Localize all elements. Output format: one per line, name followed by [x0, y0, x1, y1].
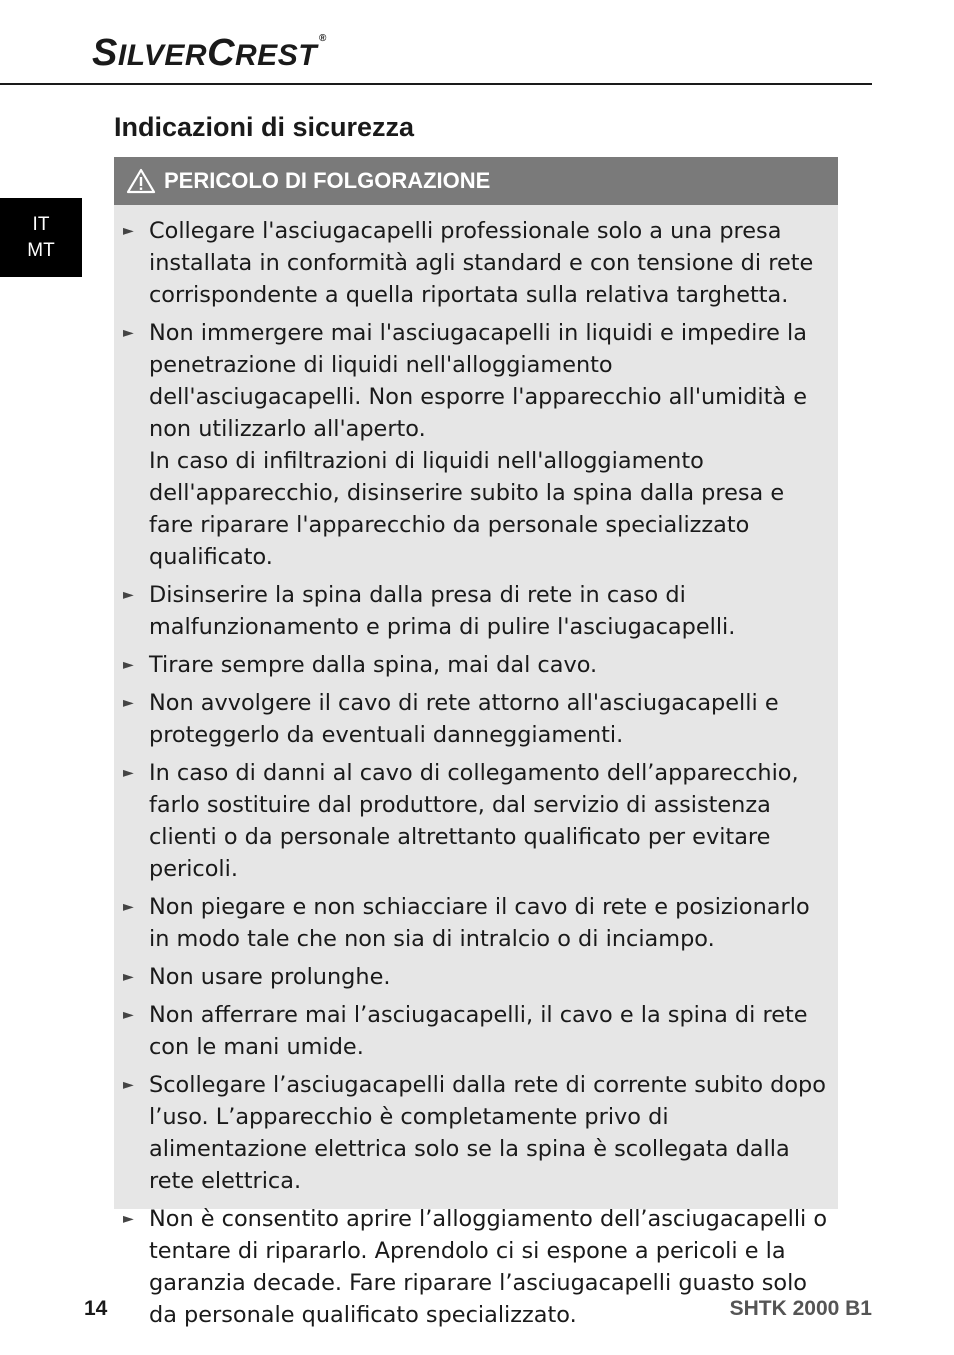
bullet-arrow-icon: ► — [123, 899, 134, 915]
bullet-arrow-icon: ► — [123, 587, 134, 603]
bullet-arrow-icon: ► — [123, 765, 134, 781]
list-item-text: Tirare sempre dalla spina, mai dal cavo. — [149, 652, 598, 678]
language-code-mt: MT — [27, 239, 55, 261]
bullet-arrow-icon: ► — [123, 1211, 134, 1227]
list-item — [114, 961, 830, 993]
list-item — [114, 1203, 830, 1331]
bullet-arrow-icon: ► — [123, 1007, 134, 1023]
bullet-arrow-icon: ► — [123, 657, 134, 673]
list-item-text: Non piegare e non schiacciare il cavo di rete e posizionarlo in modo tale che non sia di intralcio o di inciampo. — [149, 894, 810, 952]
bullet-arrow-icon: ► — [123, 325, 134, 341]
list-item-text: Non afferrare mai l’asciugacapelli, il cavo e la spina di rete con le mani umide. — [149, 1002, 808, 1060]
list-item-text: Scollegare l’asciugacapelli dalla rete di corrente subito dopo l’uso. L’apparecchio è completamente privo di alimentazione elettrica solo se la spina è scollegata dalla rete elettrica. — [149, 1072, 826, 1194]
list-item-text: Non usare prolunghe. — [149, 964, 391, 990]
list-item-text: Disinserire la spina dalla presa di rete in caso di malfunzionamento e prima di pulire l'asciugacapelli. — [149, 582, 736, 640]
bullet-arrow-icon: ► — [123, 223, 134, 239]
language-code-it: IT — [32, 213, 50, 235]
warning-title: PERICOLO DI FOLGORAZIONE — [164, 168, 491, 193]
section-title: Indicazioni di sicurezza — [114, 112, 415, 142]
list-item-text: Collegare l'asciugacapelli professionale solo a una presa installata in conformità agli standard e con tensione di rete corrispondente a quella riportata sulla relativa targhetta. — [149, 218, 814, 308]
model-number: SHTK 2000 B1 — [729, 1297, 872, 1320]
language-tab — [0, 198, 82, 277]
list-item — [114, 317, 830, 573]
list-item-text: Non avvolgere il cavo di rete attorno all'asciugacapelli e proteggerlo da eventuali danneggiamenti. — [149, 690, 779, 748]
list-item — [114, 215, 830, 311]
warning-triangle-icon — [126, 168, 156, 194]
list-item-text: Non immergere mai l'asciugacapelli in liquidi e impedire la penetrazione di liquidi nell'alloggiamento dell'asciugacapelli. Non esporre l'apparecchio all'umidità e non utilizzarlo all'aperto. — [149, 320, 808, 442]
list-item — [114, 1069, 830, 1197]
list-item — [114, 579, 830, 643]
warning-header — [114, 157, 838, 205]
list-item-text: In caso di danni al cavo di collegamento dell’apparecchio, farlo sostituire dal produttore, dal servizio di assistenza clienti o da personale altrettanto qualificato per evitare pericoli. — [149, 760, 799, 882]
list-item — [114, 687, 830, 751]
list-item — [114, 999, 830, 1063]
bullet-arrow-icon: ► — [123, 969, 134, 985]
list-item — [114, 891, 830, 955]
bullet-arrow-icon: ► — [123, 1077, 134, 1093]
bullet-arrow-icon: ► — [123, 695, 134, 711]
warning-list — [114, 205, 838, 1331]
list-item — [114, 757, 830, 885]
header-divider — [0, 83, 872, 85]
list-item-text: Non è consentito aprire l’alloggiamento dell’asciugacapelli o tentare di ripararlo. Aprendolo ci si espone a pericoli e la garanzia decade. Fare riparare l’asciugacapelli guasto solo da personale qualificato specializzato. — [149, 1206, 828, 1328]
list-item-text-continued: In caso di infiltrazioni di liquidi nell'alloggiamento dell'apparecchio, disinserire subito la spina dalla presa e fare riparare l'apparecchio da personale specializzato qualificato. — [149, 448, 785, 570]
page-number: 14 — [84, 1297, 108, 1320]
list-item — [114, 649, 830, 681]
brand-logo: SILVERCREST® — [92, 32, 327, 74]
